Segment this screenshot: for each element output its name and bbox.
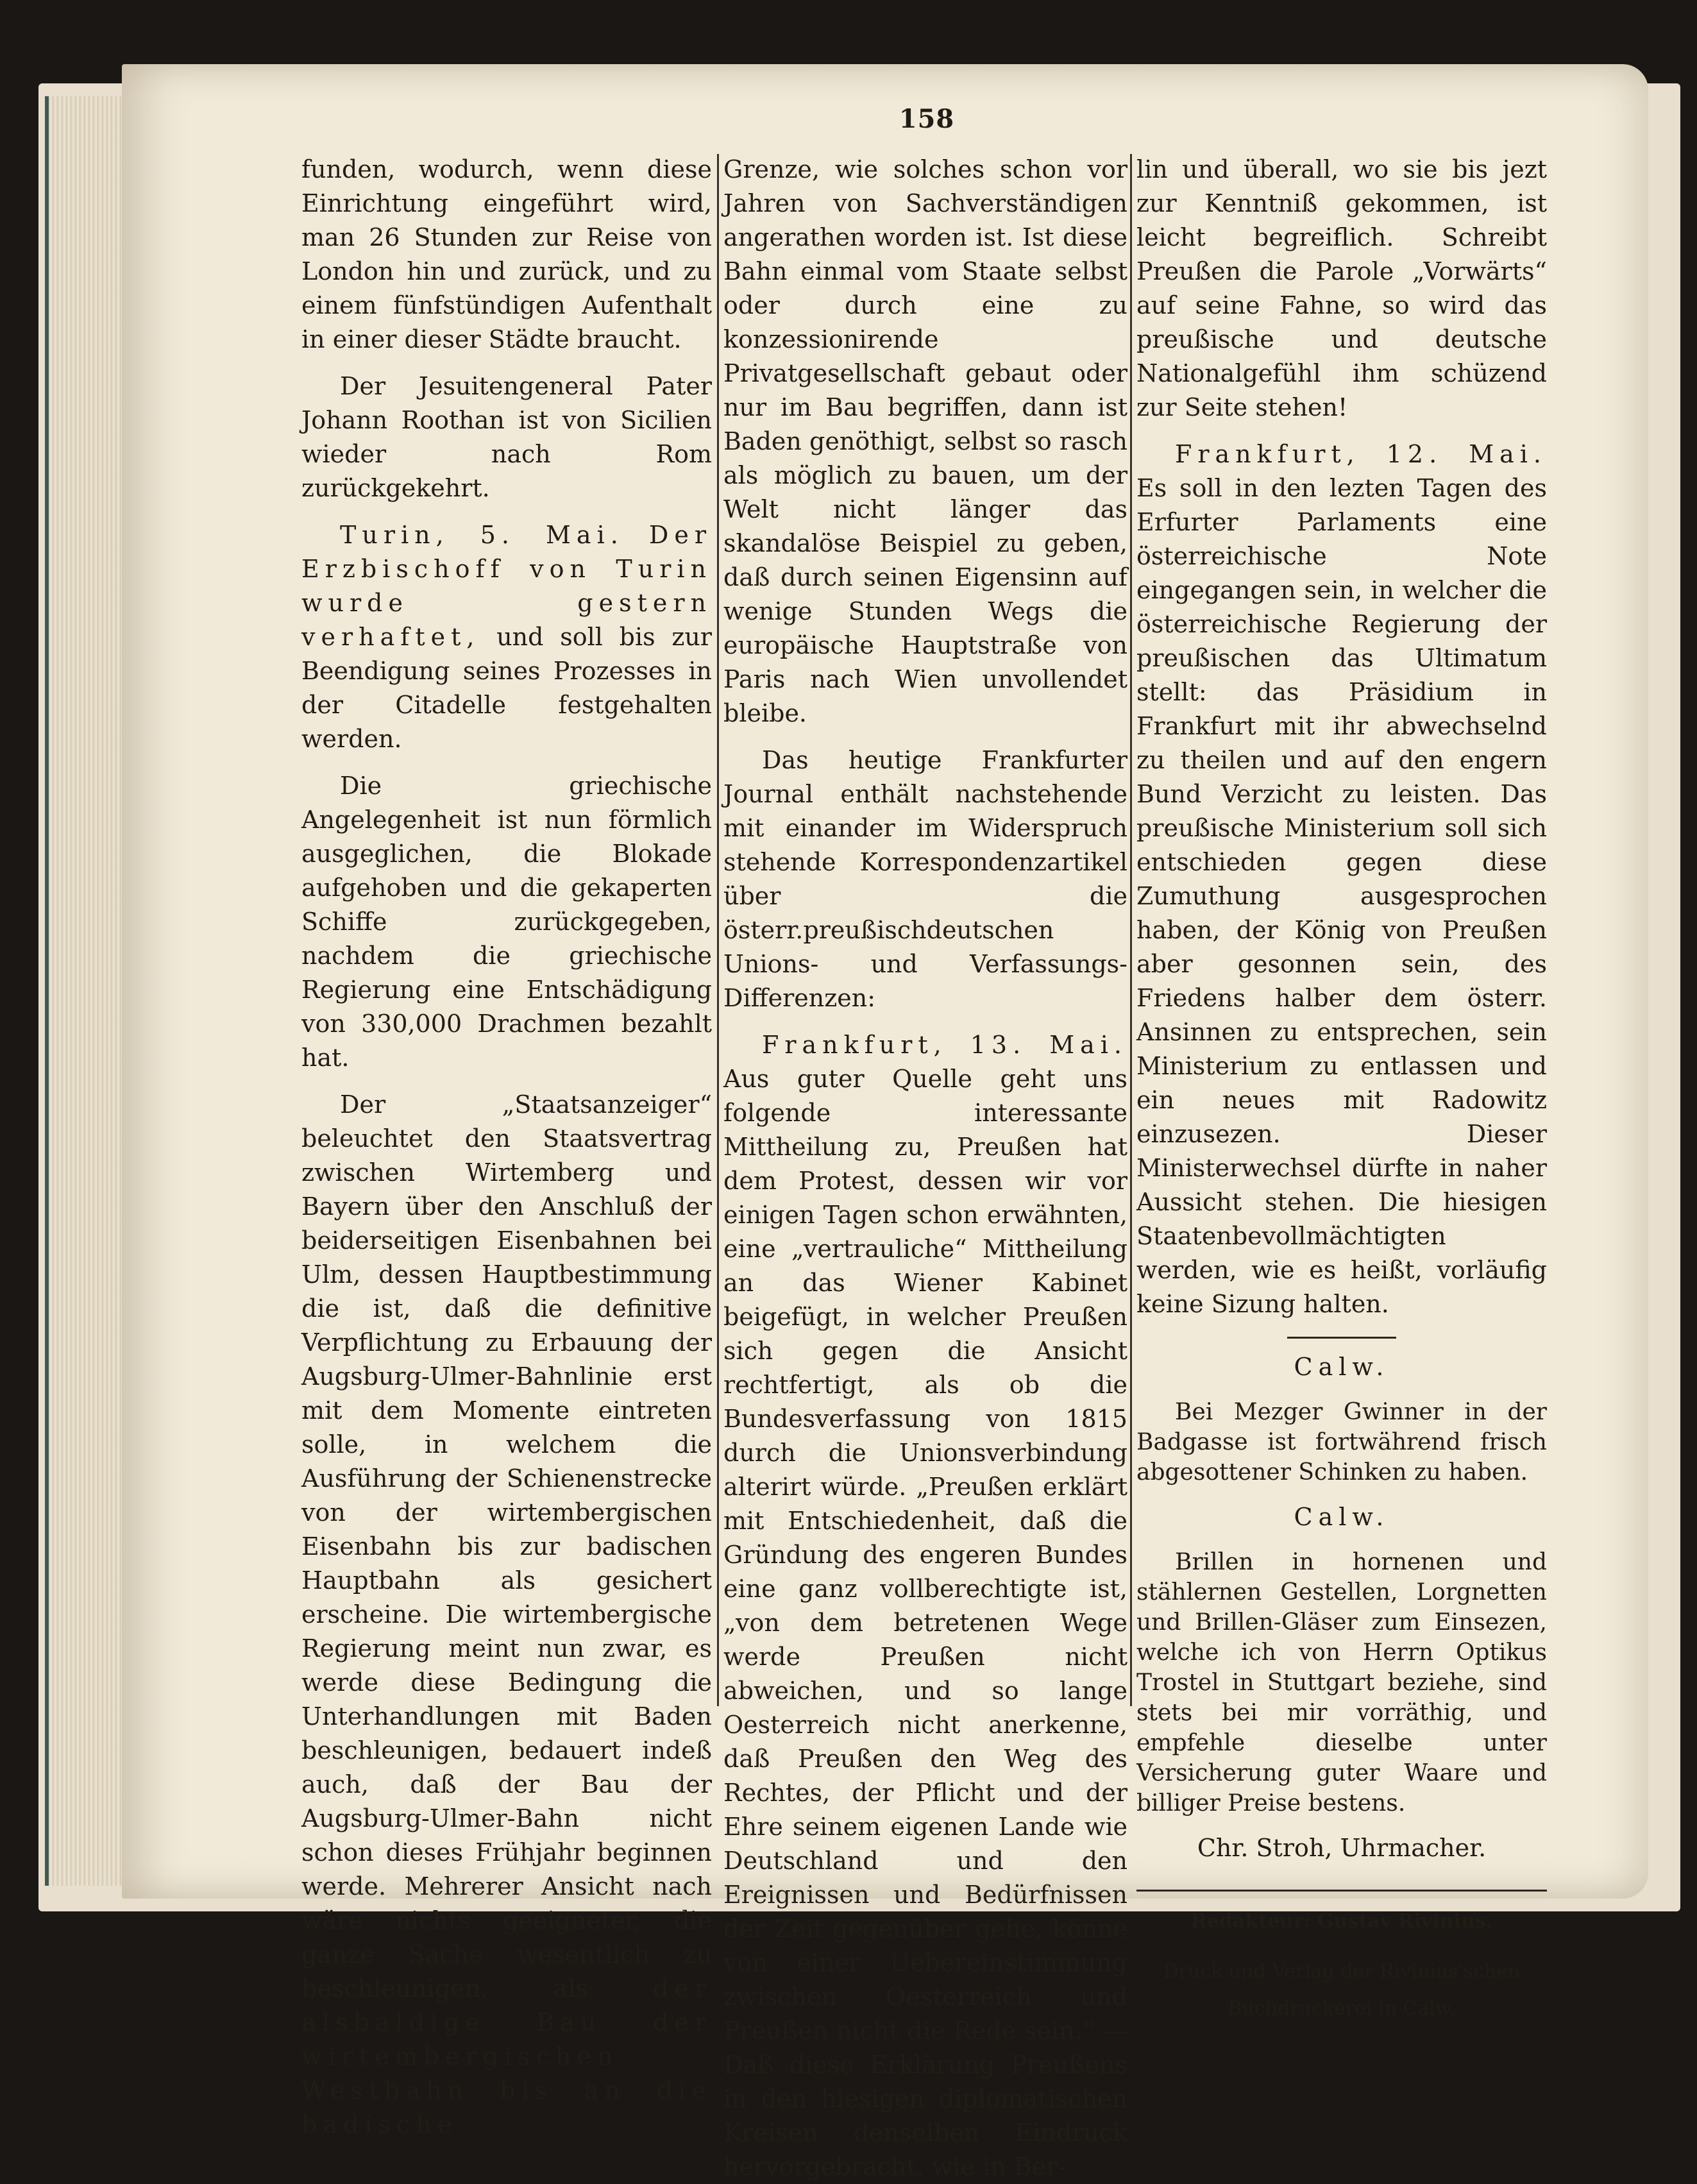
staatsanzeiger-text: Der „Staatsanzeiger“ beleuchtet den Staatsvertrag zwischen Wirtemberg und Bayern über den Anschluß der beiderseitigen Eisenbahnen bei Ulm, dessen Hauptbestimmung die ist, daß die definitive Verpflichtung zu Erbauung der Augsburg-Ulmer-Bahnlinie erst mit dem Momente eintreten solle, in welchem die Ausführung der Schienenstrecke von der wirtembergischen Eisenbahn bis zur badischen Hauptbahn als gesichert erscheine. Die wirtembergische Regierung meint nun zwar, es werde diese Bedingung die Unterhandlungen mit Baden beschleunigen, bedauert indeß auch, daß der Bau der Augsburg-Ulmer-Bahn nicht schon dieses Frühjahr beginnen werde. Mehrerer Ansicht nach wäre nichts geeigneter, die ganze Sache wesentlich zu beschleunigen, als: [301, 1090, 712, 2002]
article-turin: [301, 518, 712, 756]
ad-calw-heading-2: Calw.: [1294, 1503, 1390, 1531]
ad-signature-stroh: Chr. Stroh, Uhrmacher.: [1197, 1834, 1487, 1862]
article-frankfurter-journal: Das heutige Frankfurter Journal enthält nachstehende mit einander im Widerspruch stehende Korrespondenzartikel über die österr.preußischdeutschen Unions- und Verfassungs-Differenzen:: [723, 746, 1127, 1012]
article-frankfurt-12-mai: [1136, 437, 1547, 1321]
dateline-frankfurt-12: Frankfurt, 12. Mai.: [1175, 440, 1547, 468]
article-london-travel: funden, wodurch, wenn diese Einrichtung eingeführt wird, man 26 Stunden zur Reise von London hin und zurück, und zu einem fünfstündigen Aufenthalt in einer dieser Städte braucht.: [301, 155, 712, 353]
article-frankfurt-13-mai: [723, 1028, 1127, 2184]
article-westbahn-continued: Grenze, wie solches schon vor Jahren von Sachverständigen angerathen worden ist. Ist diese Bahn einmal vom Staate selbst oder durch eine zu konzessionirende Privatgesellschaft gebaut oder nur im Bau begriffen, dann ist Baden genöthigt, selbst so rasch als möglich zu bauen, um der Welt nicht länger das skandalöse Beispiel zu geben, daß durch seinen Eigensinn auf wenige Stunden Wegs die europäische Hauptstraße von Paris nach Wien unvollendet bleibe.: [723, 155, 1127, 727]
column-divider-1: [717, 154, 719, 1706]
dateline-frankfurt-13: Frankfurt, 13. Mai.: [762, 1031, 1127, 1059]
column-1: [301, 153, 712, 2138]
turin-rest-text: und soll bis zur Beendigung seines Prozesses in der Citadelle festgehalten werden.: [301, 623, 712, 753]
dateline-turin: Turin, 5. Mai.: [340, 521, 624, 549]
page-number: 158: [899, 104, 955, 134]
ad-mezger-gwinner: Bei Mezger Gwinner in der Badgasse ist fortwährend frisch abgesottener Schinken zu haben.: [1136, 1399, 1547, 1486]
ad-brillen: Brillen in hornenen und stählernen Gestellen, Lorgnetten und Brillen-Gläser zum Einsezen, welche ich von Herrn Optikus Trostel in Stuttgart beziehe, sind stets bei mir vorräthig, und empfehle dieselbe unter Versicherung guter Waare und billiger Preise bestens.: [1136, 1549, 1547, 1816]
imprint-line: Druck und Verlag der Rivinius'schen Buchdruckerei in Calw.: [1163, 1960, 1521, 2020]
article-berlin-continued: lin und überall, wo sie bis jezt zur Kenntniß gekommen, ist leicht begreiflich. Schreibt Preußen die Parole „Vorwärts“ auf seine Fahne, so wird das preußische und deutsche Nationalgefühl ihm schüzend zur Seite stehen!: [1136, 155, 1547, 421]
column-3: [1136, 153, 1547, 2020]
column-2: [723, 153, 1127, 2181]
column-divider-2: [1130, 154, 1132, 1706]
article-jesuit-general: Der Jesuitengeneral Pater Johann Roothan ist von Sicilien wieder nach Rom zurückgekehrt.: [301, 372, 712, 502]
article-staatsanzeiger: [301, 1088, 712, 2142]
article-greek-affair: Die griechische Angelegenheit ist nun förmlich ausgeglichen, die Blokade aufgehoben und die gekaperten Schiffe zurückgegeben, nachdem die griechische Regierung eine Entschädigung von 330,000 Drachmen bezahlt hat.: [301, 772, 712, 1072]
staatsanzeiger-spaced-text: der alsbaldige Bau der wirtembergischen Westbahn bis an die badische: [301, 1974, 712, 2138]
editor-line: Redakteur: Gustav Rivinius.: [1190, 1910, 1493, 1933]
frankfurt-13-text: Aus guter Quelle geht uns folgende interessante Mittheilung zu, Preußen hat dem Protest, dessen wir vor einigen Tagen schon erwähnten, eine „vertrauliche“ Mittheilung an das Wiener Kabinet beigefügt, in welcher Preußen sich gegen die Ansicht rechtfertigt, als ob die Bundesverfassung von 1815 durch die Unionsverbindung alterirt würde. „Preußen erklärt mit Entschiedenheit, daß die Gründung des engeren Bundes eine ganz vollberechtigte ist, „von dem betretenen Wege werde Preußen nicht abweichen, und so lange Oesterreich nicht anerkenne, daß Preußen den Weg des Rechtes, der Pflicht und der Ehre seinem eigenen Lande wie Deutschland und den Ereignissen und Bedürfnissen der Zeit gegenüber gehe, könne von einer Uebereinstimmung zwischen Oesterreich und Preußen nicht die Rede sein.“ — Daß diese Erklärung Preußens in den hiesigen diplomatischen Kreisen denselben Eindruck hervorgebracht, wie in Ber-: [723, 1065, 1127, 2181]
turin-lead-text: Der Erzbischoff von Turin wurde gestern verhaftet,: [301, 521, 712, 651]
advertisement-divider: [1287, 1337, 1396, 1339]
ad-calw-heading-1: Calw.: [1294, 1353, 1390, 1381]
frankfurt-12-text: Es soll in den lezten Tagen des Erfurter Parlaments eine österreichische Note eingegangen sein, in welcher die österreichische Regierung der preußischen das Ultimatum stellt: das Präsidium in Frankfurt mit ihr abwechselnd zu theilen und auf den engern Bund Verzicht zu leisten. Das preußische Ministerium soll sich entschieden gegen diese Zumuthung ausgesprochen haben, der König von Preußen aber gesonnen sein, des Friedens halber dem österr. Ansinnen zu entsprechen, sein Ministerium zu entlassen und ein neues mit Radowitz einzusezen. Dieser Ministerwechsel dürfte in naher Aussicht stehen. Die hiesigen Staatenbevollmächtigten werden, wie es heißt, vorläufig keine Sizung halten.: [1136, 474, 1547, 1318]
imprint-divider: [1136, 1890, 1547, 1892]
